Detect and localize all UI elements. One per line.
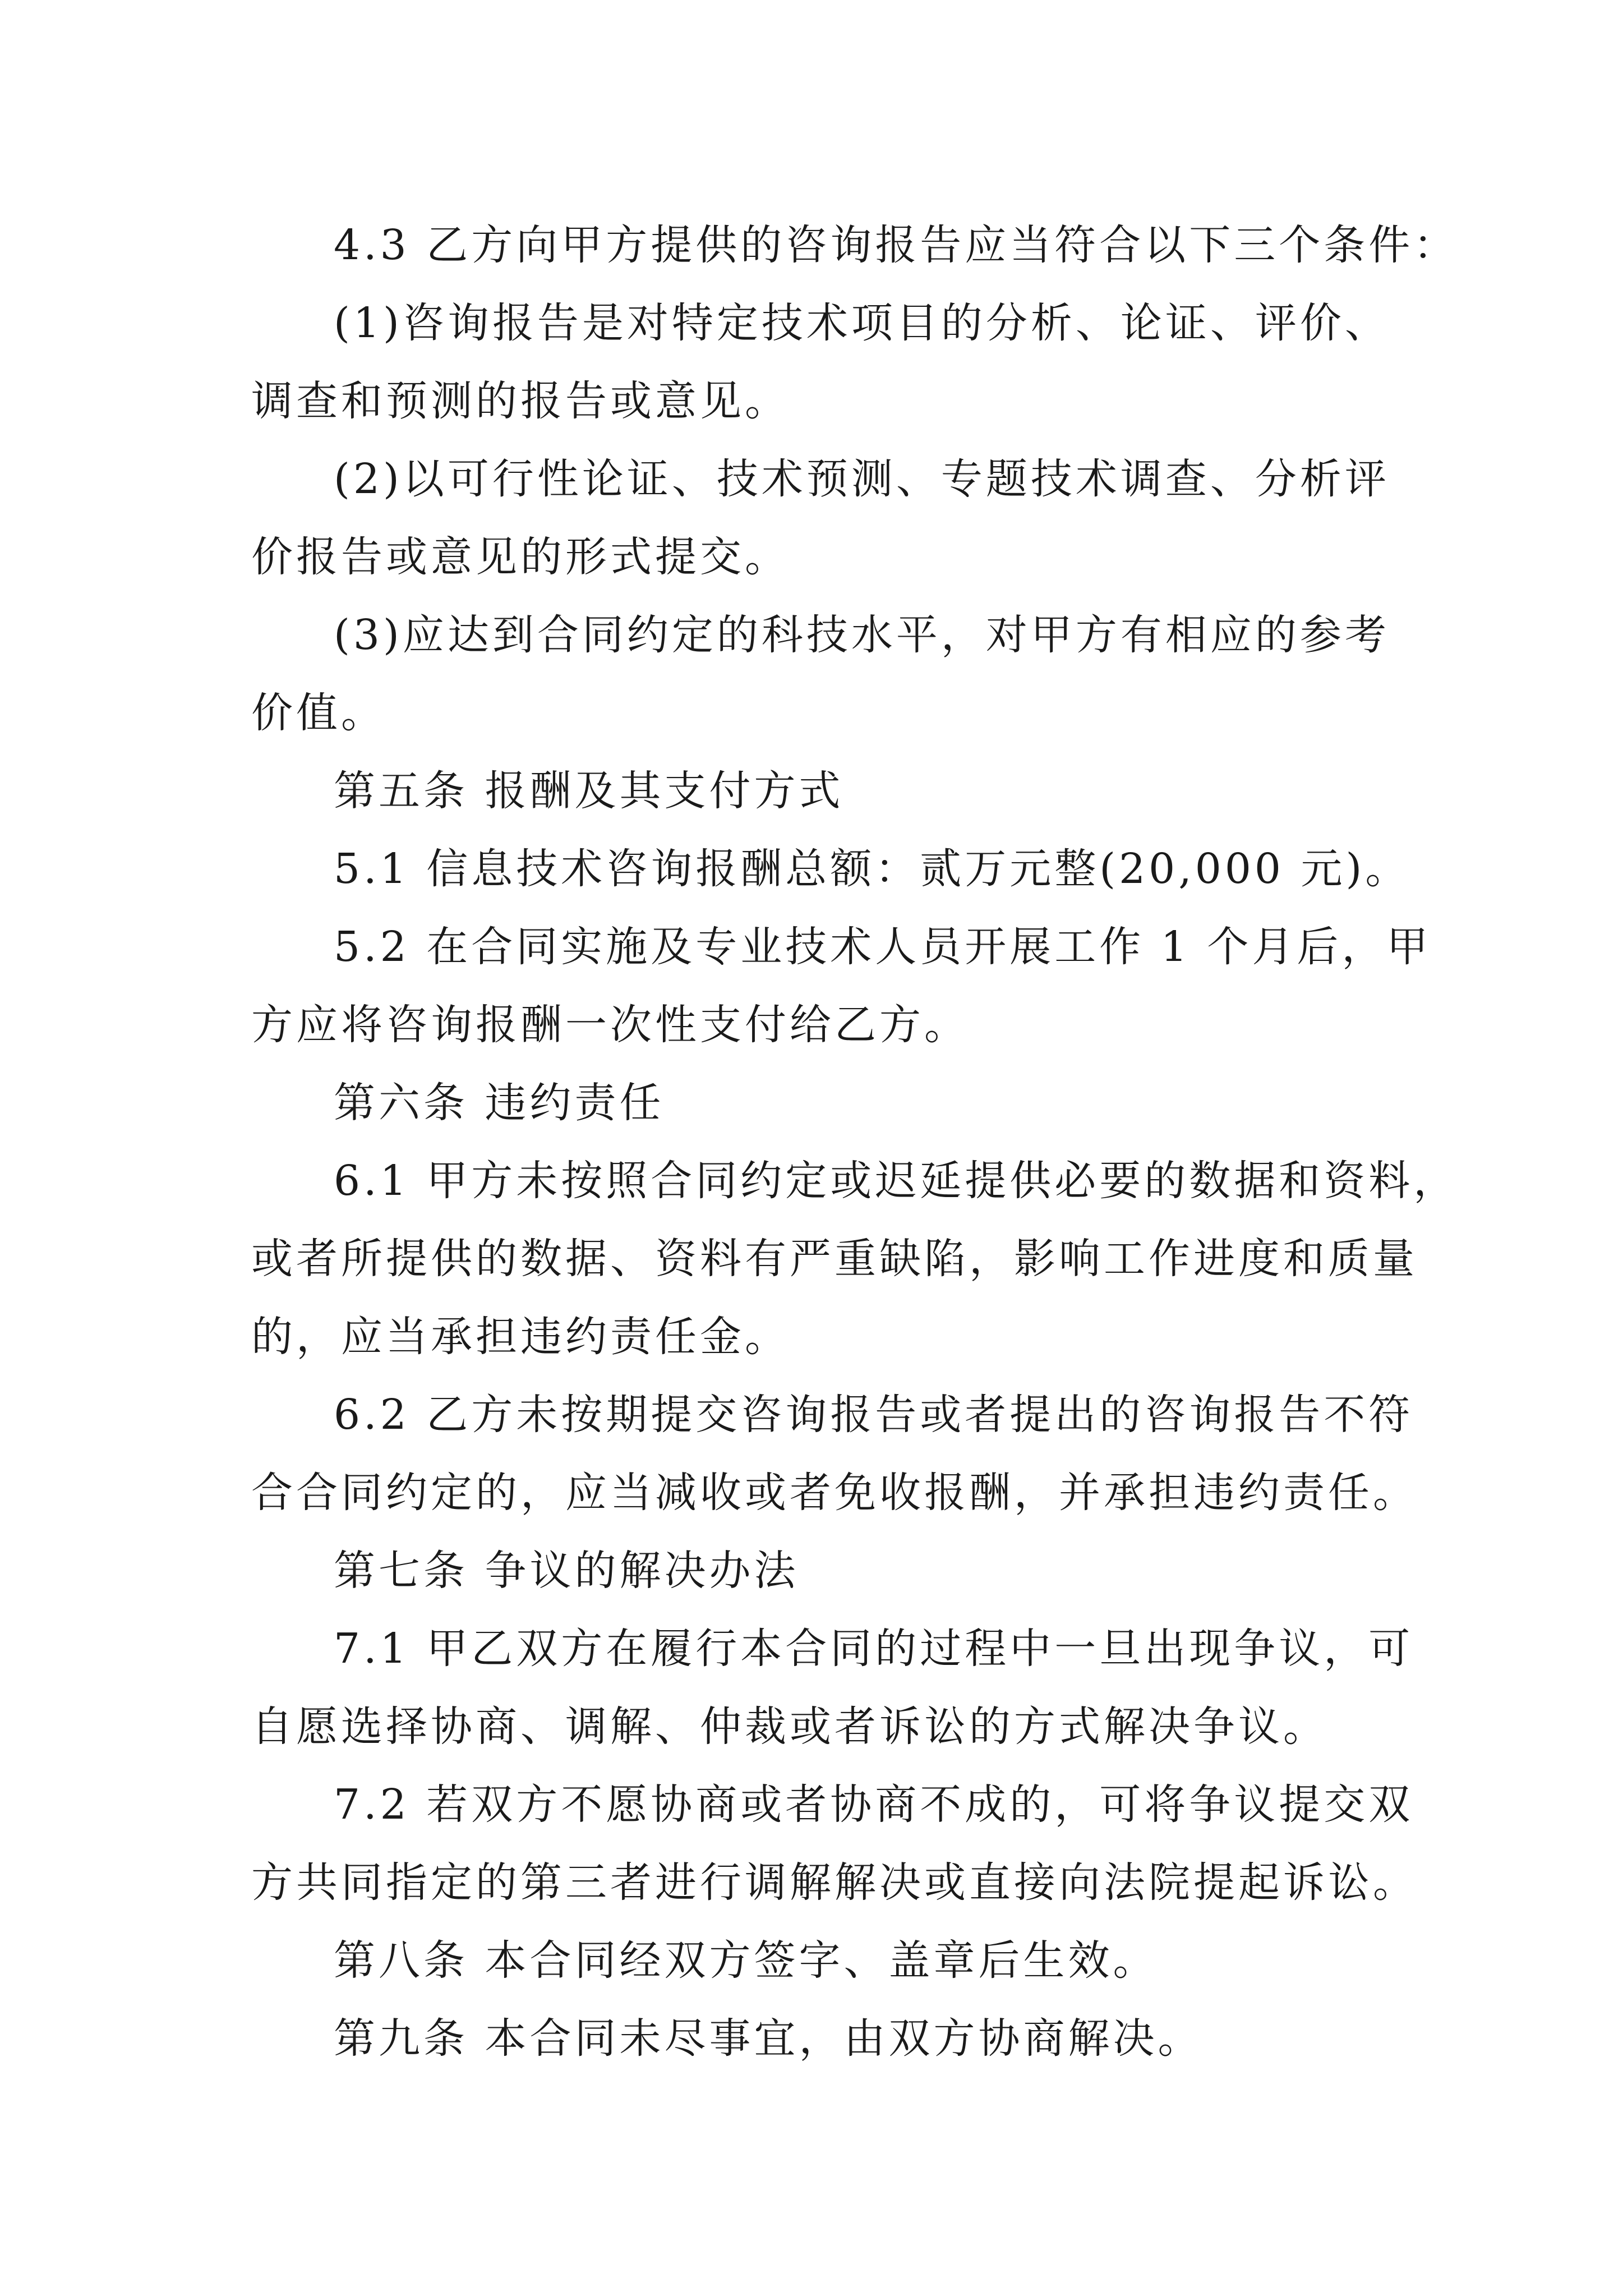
clause-4-3-item-1-cont: 调查和预测的报告或意见。 xyxy=(251,377,790,425)
clause-6-1-cont-1: 或者所提供的数据、资料有严重缺陷，影响工作进度和质量 xyxy=(251,1235,1418,1283)
clause-6-2: 6.2 乙方未按期提交咨询报告或者提出的咨询报告不符 xyxy=(334,1391,1414,1439)
clause-6-1: 6.1 甲方未按照合同约定或迟延提供必要的数据和资料， xyxy=(334,1157,1459,1205)
clause-7-1-cont: 自愿选择协商、调解、仲裁或者诉讼的方式解决争议。 xyxy=(251,1703,1328,1751)
clause-6-2-cont: 合合同约定的，应当减收或者免收报酬，并承担违约责任。 xyxy=(251,1469,1418,1517)
article-7-heading: 第七条 争议的解决办法 xyxy=(334,1547,799,1595)
clause-4-3-item-2: (2)以可行性论证、技术预测、专题技术调查、分析评 xyxy=(334,455,1390,503)
article-9: 第九条 本合同未尽事宜，由双方协商解决。 xyxy=(334,2014,1203,2063)
clause-5-2: 5.2 在合同实施及专业技术人员开展工作 1 个月后，甲 xyxy=(334,923,1432,971)
clause-5-2-cont: 方应将咨询报酬一次性支付给乙方。 xyxy=(251,1001,969,1049)
clause-7-1: 7.1 甲乙双方在履行本合同的过程中一旦出现争议，可 xyxy=(334,1625,1414,1673)
article-5-heading: 第五条 报酬及其支付方式 xyxy=(334,767,844,815)
clause-4-3-item-3-cont: 价值。 xyxy=(251,689,386,737)
article-6-heading: 第六条 违约责任 xyxy=(334,1079,665,1127)
article-8: 第八条 本合同经双方签字、盖章后生效。 xyxy=(334,1936,1158,1985)
clause-4-3-item-2-cont: 价报告或意见的形式提交。 xyxy=(251,533,790,581)
clause-7-2: 7.2 若双方不愿协商或者协商不成的，可将争议提交双 xyxy=(334,1780,1414,1829)
clause-5-1: 5.1 信息技术咨询报酬总额：贰万元整(20,000 元)。 xyxy=(334,845,1410,893)
clause-4-3-item-3: (3)应达到合同约定的科技水平，对甲方有相应的参考 xyxy=(334,611,1390,659)
clause-4-3-item-1: (1)咨询报告是对特定技术项目的分析、论证、评价、 xyxy=(334,299,1390,347)
clause-7-2-cont: 方共同指定的第三者进行调解解决或直接向法院提起诉讼。 xyxy=(251,1858,1418,1907)
clause-4-3-intro: 4.3 乙方向甲方提供的咨询报告应当符合以下三个条件： xyxy=(334,221,1459,269)
clause-6-1-cont-2: 的，应当承担违约责任金。 xyxy=(251,1313,790,1361)
